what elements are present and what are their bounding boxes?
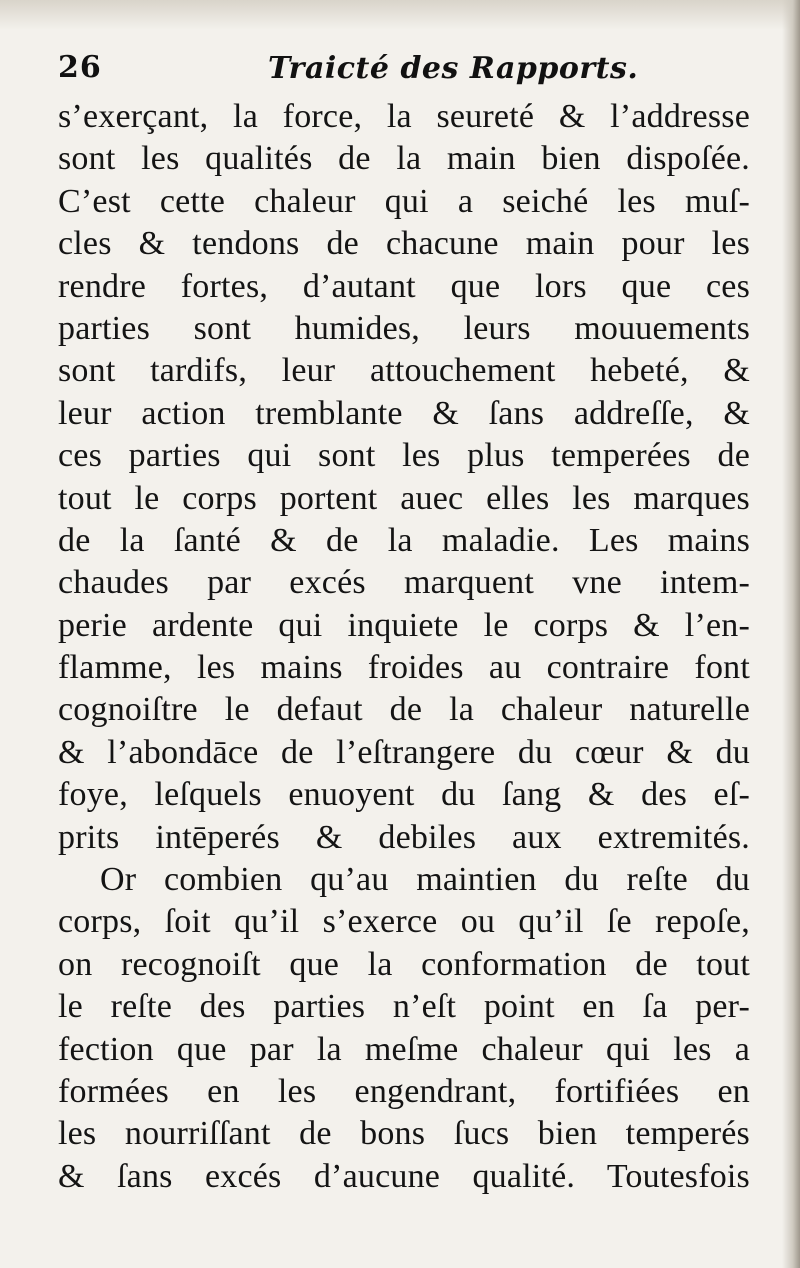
text-line: rendre fortes, d’autant que lors que ces — [58, 267, 750, 305]
text-line: on recognoiſt que la conformation de tout — [58, 945, 750, 983]
text-line: sont les qualités de la main bien dispoſée. — [58, 140, 750, 178]
text-line: les nourriſſant de bons ſucs bien temperés — [58, 1115, 750, 1153]
text-line: leur action tremblante & ſans addreſſe, & — [58, 394, 750, 432]
text-line: cognoiſtre le defaut de la chaleur naturelle — [58, 691, 750, 729]
text-line: & ſans excés d’aucune qualité. Toutesfois — [58, 1157, 750, 1195]
paragraph-start-line: Or combien qu’au maintien du reſte du — [100, 861, 750, 899]
text-line: le reſte des parties n’eſt point en ſa per- — [58, 988, 750, 1026]
text-line: & l’abondāce de l’eſtrangere du cœur & du — [58, 733, 750, 771]
text-line: fection que par la meſme chaleur qui les a — [58, 1030, 750, 1068]
text-line: cles & tendons de chacune main pour les — [58, 225, 750, 263]
body-text — [58, 96, 750, 1198]
text-line: corps, ſoit qu’il s’exerce ou qu’il ſe repoſe, — [58, 903, 750, 941]
running-title: Traicté des Rapports. — [268, 51, 639, 86]
text-line: parties sont humides, leurs mouuements — [58, 309, 750, 347]
text-line: prits intēperés & debiles aux extremités. — [58, 818, 750, 856]
text-line: tout le corps portent auec elles les marques — [58, 479, 750, 517]
text-line: sont tardifs, leur attouchement hebeté, & — [58, 352, 750, 390]
text-line: s’exerçant, la force, la seureté & l’addresse — [58, 98, 750, 135]
text-line: foye, leſquels enuoyent du ſang & des eſ- — [58, 776, 750, 814]
text-line: C’est cette chaleur qui a seiché les muſ- — [58, 182, 750, 220]
text-line: perie ardente qui inquiete le corps & l’en- — [58, 606, 750, 644]
text-line: chaudes par excés marquent vne intem- — [58, 564, 750, 602]
scan-shading-top — [0, 0, 800, 30]
page-header — [58, 48, 748, 90]
scan-shading-gutter — [782, 0, 800, 1268]
text-line: ces parties qui sont les plus temperées de — [58, 437, 750, 475]
text-line: flamme, les mains froides au contraire font — [58, 649, 750, 687]
text-line: de la ſanté & de la maladie. Les mains — [58, 521, 750, 559]
page-number: 26 — [58, 50, 102, 85]
text-line: formées en les engendrant, fortifiées en — [58, 1072, 750, 1110]
